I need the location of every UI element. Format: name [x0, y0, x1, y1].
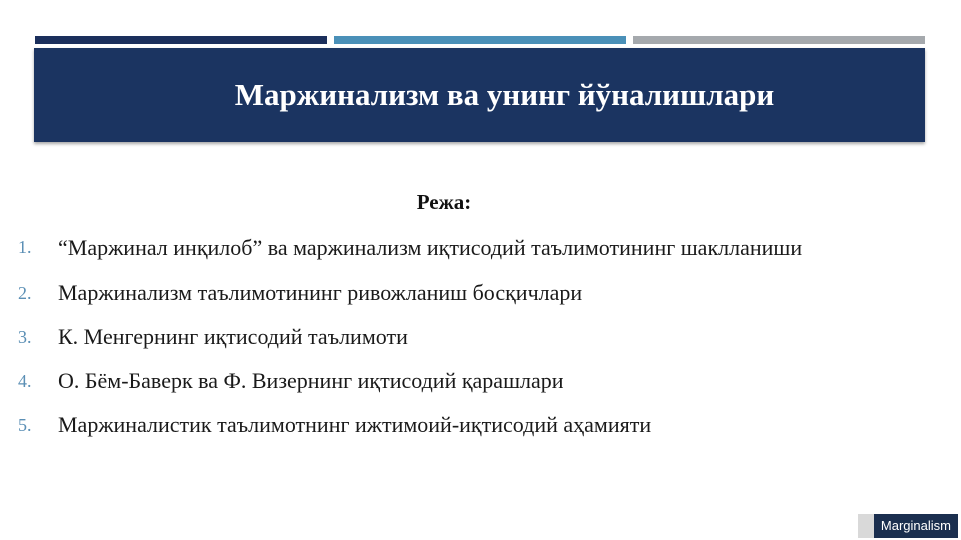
list-item-text: Маржиналистик таълимотнинг ижтимоий-иқтисодий аҳамияти	[58, 412, 652, 437]
accent-bar-blue	[334, 36, 626, 44]
list-item-number: 2.	[18, 283, 32, 303]
list-item	[18, 232, 838, 264]
list-item-number: 4.	[18, 371, 32, 391]
plan-heading: Режа:	[416, 190, 472, 214]
list-item-text: К. Менгернинг иқтисодий таълимоти	[58, 324, 408, 349]
list-item-number: 5.	[18, 415, 32, 435]
list-item	[18, 410, 838, 440]
accent-bar-dark	[35, 36, 327, 44]
accent-bar-gray	[633, 36, 925, 44]
title-banner	[34, 48, 925, 142]
list-item-number: 3.	[18, 327, 32, 347]
list-item-text: “Маржинал инқилоб” ва маржинализм иқтисодий таълимотининг шаклланиши	[58, 235, 803, 260]
list-item	[18, 322, 838, 352]
slide-title: Маржинализм ва унинг йўналишлари	[234, 77, 775, 112]
footer-badge	[858, 514, 958, 538]
list-item	[18, 278, 838, 308]
list-item-number: 1.	[18, 237, 32, 257]
footer-gray-block	[858, 514, 874, 538]
list-item-text: О. Бём-Баверк ва Ф. Визернинг иқтисодий қарашлари	[58, 368, 564, 393]
list-item-text: Маржинализм таълимотининг ривожланиш босқичлари	[58, 280, 583, 305]
footer-label: Marginalism	[874, 514, 958, 538]
plan-list	[18, 232, 838, 454]
list-item	[18, 366, 838, 396]
